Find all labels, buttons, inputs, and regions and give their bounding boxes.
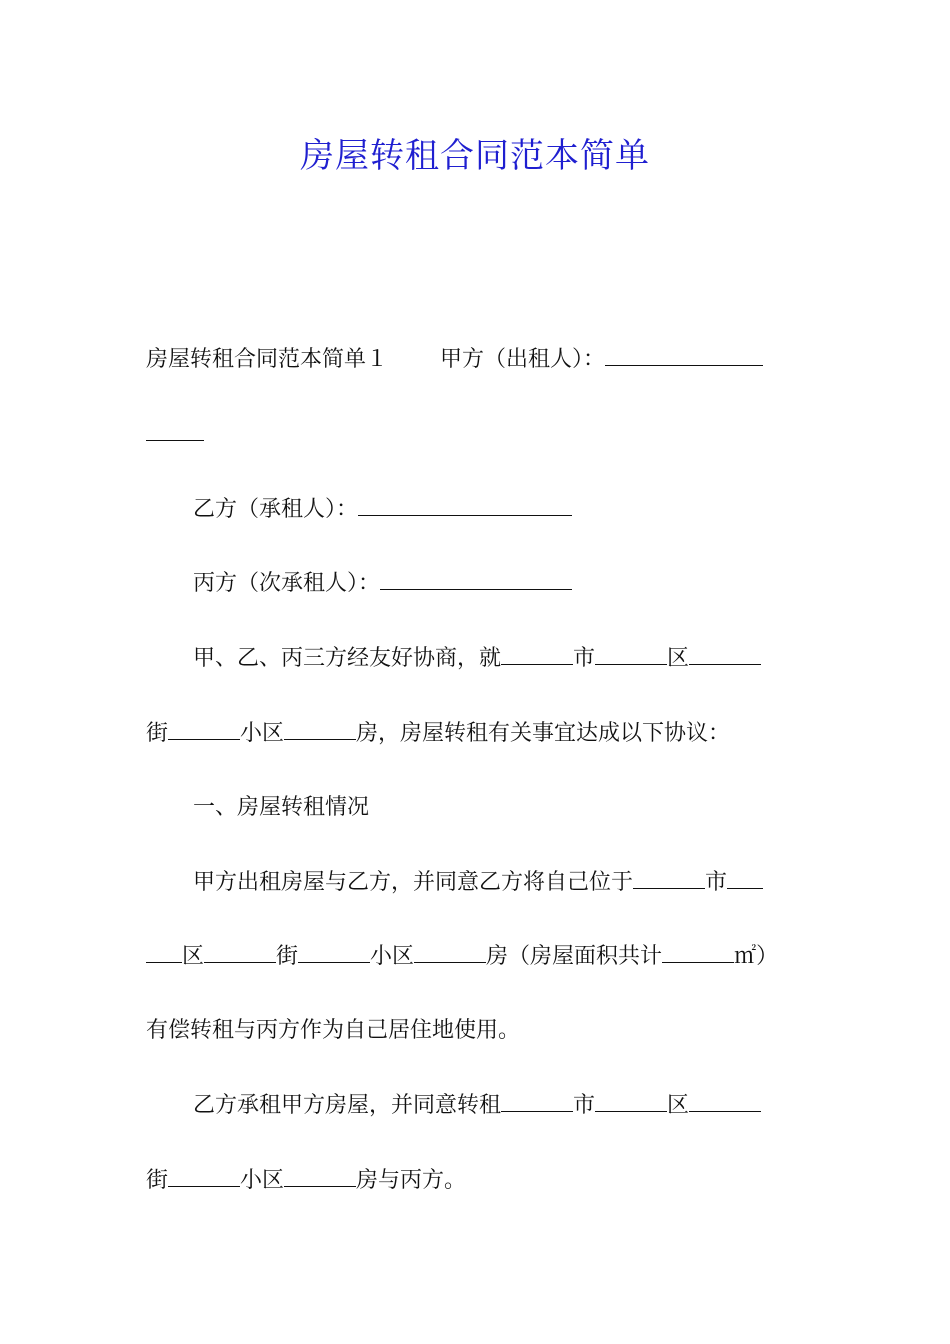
text-fragment: 街 xyxy=(276,944,299,969)
fill-in-blank xyxy=(284,1166,356,1187)
clause-address-line xyxy=(146,942,808,972)
text-fragment: 小区 xyxy=(240,1168,285,1193)
text-fragment: 区 xyxy=(667,646,690,671)
fill-in-blank xyxy=(168,719,240,740)
fill-in-blank xyxy=(298,942,370,963)
text-fragment: 区 xyxy=(182,944,205,969)
text-fragment: 房（房屋面积共计 xyxy=(486,944,663,969)
text-fragment: 有偿转租与丙方作为自己居住地使用。 xyxy=(146,1018,521,1043)
fill-in-blank xyxy=(633,868,705,889)
fill-in-blank xyxy=(689,1091,761,1112)
fill-in-blank xyxy=(595,1091,667,1112)
text-fragment: 市 xyxy=(705,870,728,895)
party-a-line xyxy=(146,345,808,375)
fill-in-blank xyxy=(358,495,572,516)
text-fragment: 街 xyxy=(146,1168,169,1193)
text-fragment: 房与丙方。 xyxy=(356,1168,467,1193)
page-title: 房屋转租合同范本简单 xyxy=(300,136,650,176)
text-fragment: 小区 xyxy=(240,721,285,746)
fill-in-blank xyxy=(501,644,573,665)
fill-in-blank xyxy=(727,868,763,889)
text-fragment: 小区 xyxy=(370,944,415,969)
clause-sublet-address-line xyxy=(146,1166,808,1196)
text-fragment: 甲、乙、丙三方经友好协商，就 xyxy=(193,646,502,671)
clause-usage-line xyxy=(146,1016,808,1046)
clause-sublet-line xyxy=(193,1091,808,1121)
fill-in-blank xyxy=(204,942,276,963)
fill-in-blank xyxy=(380,569,572,590)
fill-in-blank xyxy=(689,644,761,665)
fill-in-blank xyxy=(168,1166,240,1187)
fill-in-blank xyxy=(595,644,667,665)
text-fragment: 房屋转租合同范本简单１ xyxy=(146,347,389,372)
agreement-intro-line xyxy=(193,644,808,674)
fill-in-blank xyxy=(662,942,734,963)
agreement-address-line xyxy=(146,719,808,749)
section-heading-1 xyxy=(193,793,808,823)
text-fragment: 房，房屋转租有关事宜达成以下协议： xyxy=(356,721,731,746)
party-b-line xyxy=(193,495,808,525)
party-c-line xyxy=(193,569,808,599)
party-a-blank-continued xyxy=(146,420,808,450)
text-fragment: 市 xyxy=(573,1093,596,1118)
fill-in-blank xyxy=(605,345,763,366)
text-fragment: 甲方（出租人）： xyxy=(440,347,606,372)
clause-line xyxy=(193,868,808,898)
text-fragment: ㎡） xyxy=(734,944,779,969)
text-fragment: 乙方承租甲方房屋，并同意转租 xyxy=(193,1093,502,1118)
fill-in-blank xyxy=(414,942,486,963)
fill-in-blank xyxy=(146,420,204,441)
fill-in-blank xyxy=(501,1091,573,1112)
text-fragment: 街 xyxy=(146,721,169,746)
text-fragment: 甲方出租房屋与乙方，并同意乙方将自己位于 xyxy=(193,870,634,895)
text-fragment: 乙方（承租人）： xyxy=(193,497,359,522)
text-fragment: 市 xyxy=(573,646,596,671)
fill-in-blank xyxy=(284,719,356,740)
text-fragment: 丙方（次承租人）： xyxy=(193,571,381,596)
text-fragment: 区 xyxy=(667,1093,690,1118)
fill-in-blank xyxy=(146,942,182,963)
text-fragment: 一、房屋转租情况 xyxy=(193,795,370,820)
